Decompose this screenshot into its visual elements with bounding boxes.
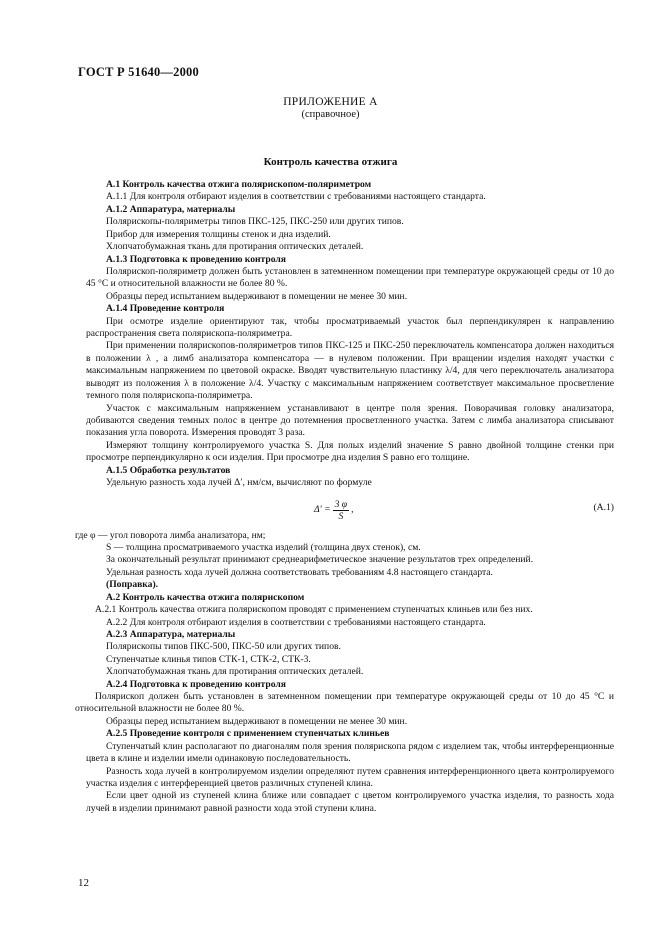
body-part-2 [75,529,614,816]
paragraph: Удельная разность хода лучей должна соответствовать требованиям 4.8 настоящего стандарта. [106,566,493,578]
formula-tail: , [351,503,354,515]
paragraph: Образцы перед испытанием выдерживают в помещении не менее 30 мин. [106,715,408,727]
paragraph: Прибор для измерения толщины стенок и дна изделий. [106,228,331,240]
formula-fraction [333,499,350,522]
paragraph: Удельную разность хода лучей Δ′, нм/см, вычисляют по формуле [106,477,372,489]
paragraph: Полярископ-поляриметр должен быть установлен в затемненном помещении при температуре окружающей среды от 10 до 45 °С и относительной влажности не более 80 %. [86,265,614,290]
paragraph: Полярископы-поляриметры типов ПКС-125, ПКС-250 или других типов. [106,216,404,228]
paragraph: Образцы перед испытанием выдерживают в помещении не менее 30 мин. [106,290,408,302]
formula-lhs: Δ′ = [314,503,331,515]
section-heading: A.1.3 Подготовка к проведению контроля [106,253,286,265]
appendix-title: ПРИЛОЖЕНИЕ А [283,96,378,108]
page-number: 12 [78,877,89,889]
paragraph: Разность хода лучей в контролируемом изделии определяют путем сравнения интерференционного цвета контролируемого участка изделия с интерференцией цветов различных ступеней клина. [86,765,614,789]
formula-label: (A.1) [593,501,614,513]
paragraph: Хлопчатобумажная ткань для протирания оптических деталей. [106,241,364,253]
paragraph: Полярископ должен быть установлен в затемненном помещении при температуре окружающей среды от 10 до 45 °С и относительной влажности не более 80 %. [75,691,614,715]
paragraph: A.2.1 Контроль качества отжига полярископом проводят с применением ступенчатых клиньев или без них. [95,604,533,616]
paragraph: где φ — угол поворота лимба анализатора, нм; [75,529,266,541]
formula-expression [314,499,354,522]
formula-a1 [86,490,614,530]
paragraph: Если цвет одной из ступеней клина ближе или совпадает с цветом контролируемого участка изделия, то разность хода лучей в изделии принимают равной разности хода этой ступени клина. [86,790,614,814]
section-title: Контроль качества отжига [263,156,398,168]
paragraph: При осмотре изделие ориентируют так, чтобы просматриваемый участок был перпендикулярен к направлению распространения света полярископа-поляриметра. [86,315,614,340]
paragraph: Измеряют толщину контролируемого участка S. Для полых изделий значение S равно двойной толщине стенки при просмотре перпендикулярно к оси изделия. При просмотре дна изделия S равно его толщине. [86,439,614,464]
document-body [75,179,614,815]
paragraph: Хлопчатобумажная ткань для протирания оптических деталей. [106,666,364,678]
section-heading: A.1.5 Обработка результатов [106,464,231,476]
paragraph: При применении полярископов-поляриметров типов ПКС-125 и ПКС-250 переключатель компенсатора должен находиться в положении λ , а лимб анализатора компенсатора — в нулевом положении. При вращении изделия находят участки с максимальным напряжением по цветовой окраске. Вводят чувствительную пластинку λ/4, для чего переключатель анализатора выводят из положения λ в положение λ/4. Участку с максимальным напряжением соответствует максимальное просветление темного поля полярископа-поляриметра. [86,340,614,402]
section-heading: A.2.3 Аппаратура, материалы [106,628,236,640]
paragraph: Ступенчатый клин располагают по диагоналям поля зрения полярископа рядом с изделием так, чтобы интерференционные цвета в клине и изделии имели одинаковую последовательность. [86,740,614,765]
paragraph: За окончательный результат принимают среднеарифметическое значение результатов трех определений. [106,554,534,566]
section-heading: A.2 Контроль качества отжига полярископом [106,591,305,603]
formula-numerator: 3 φ [334,498,348,510]
paragraph: Полярископы типов ПКС-500, ПКС-50 или других типов. [106,641,341,653]
section-heading: A.2.4 Подготовка к проведению контроля [106,678,286,690]
appendix-subtitle: (справочное) [301,109,360,120]
section-heading: A.2.5 Проведение контроля с применением ступенчатых клиньев [106,728,390,740]
standard-header: ГОСТ Р 51640—2000 [78,65,199,79]
formula-denominator: S [338,510,344,522]
section-heading: A.1.2 Аппаратура, материалы [106,203,236,215]
paragraph: Участок с максимальным напряжением устанавливают в центре поля зрения. Поворачивая головку анализатора, добиваются сведения темных полос в центре до потемнения просветленного участка. Затем с лимба анализатора списывают показания угла поворота. Измерения проводят 3 раза. [86,402,614,439]
section-heading: (Поправка). [106,579,159,591]
paragraph: Ступенчатые клинья типов СТК-1, СТК-2, СТК-3. [106,653,311,665]
paragraph: A.2.2 Для контроля отбирают изделия в соответствии с требованиями настоящего стандарта. [106,616,486,628]
paragraph: A.1.1 Для контроля отбирают изделия в соответствии с требованиями настоящего стандарта. [106,191,486,203]
section-heading: A.1.4 Проведение контроля [106,303,225,315]
paragraph: S — толщина просматриваемого участка изделий (толщина двух стенок), см. [106,541,421,553]
body-part-1 [86,179,614,490]
section-heading: A.1 Контроль качества отжига полярископом-поляриметром [106,179,372,190]
